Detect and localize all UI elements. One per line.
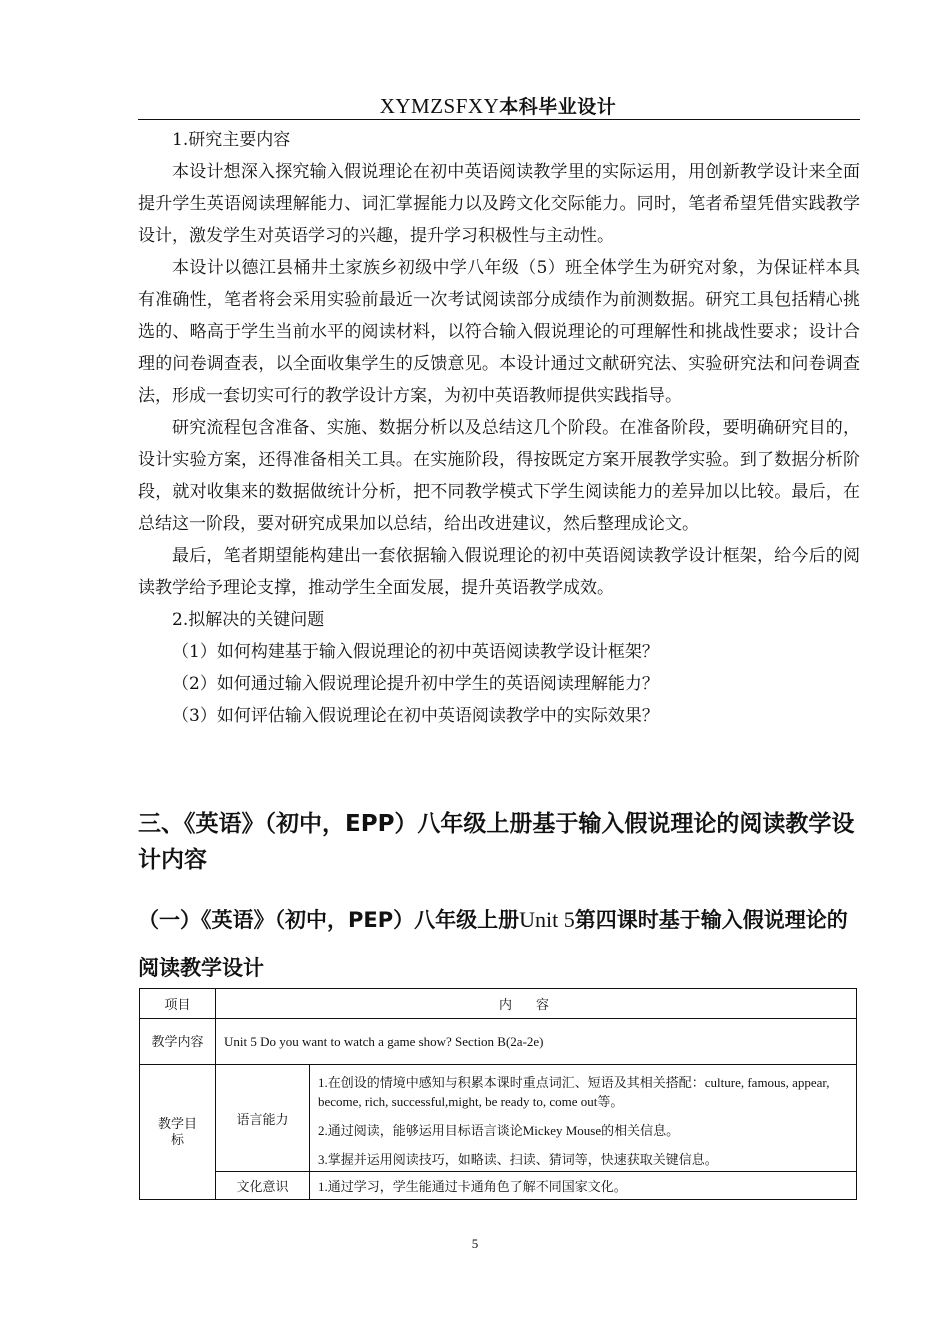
section2-heading: 2.拟解决的关键问题: [172, 610, 325, 630]
paragraph-3: 研究流程包含准备、实施、数据分析以及总结这几个阶段。在准备阶段，要明确研究目的，设计实验方案，还得准备相关工具。在实施阶段，得按既定方案开展教学实验。到了数据分析阶段，就对收集来的数据做统计分析，把不同教学模式下学生阅读能力的差异加以比较。最后，在总结这一阶段，要对研究成果加以总结，给出改进建议，然后整理成论文。: [138, 418, 860, 534]
chapter-heading: 三、《英语》（初中，EPP）八年级上册基于输入假说理论的阅读教学设计内容: [138, 811, 855, 873]
col-content-text: 内容: [498, 997, 573, 1012]
subheading-prefix: （一）《英语》（初中，PEP）八年级上册: [138, 908, 520, 932]
header-title: 本科毕业设计: [499, 96, 617, 118]
ability-label: 语言能力: [216, 1065, 310, 1172]
culture-label: 文化意识: [216, 1172, 310, 1200]
ability-goals: [310, 1065, 857, 1172]
page-number: 5: [471, 1236, 479, 1251]
ability-goal-1: 1.在创设的情境中感知与积累本课时重点词汇、短语及其相关搭配：culture, famous, appear, become, rich, successful,might, be ready to, come out等。: [318, 1075, 830, 1109]
body-text: [138, 124, 860, 732]
header-rule: [138, 119, 860, 120]
ability-goal-2: 2.通过阅读，能够运用目标语言谈论Mickey Mouse的相关信息。: [318, 1123, 680, 1138]
question-1: （1）如何构建基于输入假说理论的初中英语阅读教学设计框架？: [172, 642, 659, 662]
row-label-content: 教学内容: [140, 1019, 216, 1065]
paragraph-2: 本设计以德江县桶井土家族乡初级中学八年级（5）班全体学生为研究对象，为保证样本具有准确性，笔者将会采用实验前最近一次考试阅读部分成绩作为前测数据。研究工具包括精心挑选的、略高于学生当前水平的阅读材料，以符合输入假说理论的可理解性和挑战性要求；设计合理的问卷调查表，以全面收集学生的反馈意见。本设计通过文献研究法、实验研究法和问卷调查法，形成一套切实可行的教学设计方案，为初中英语教师提供实践指导。: [138, 258, 860, 406]
header-code: XYMZSFXY: [379, 94, 500, 118]
table-header-row: [140, 989, 857, 1019]
table-row: [140, 1065, 857, 1172]
paragraph-4: 最后，笔者期望能构建出一套依据输入假说理论的初中英语阅读教学设计框架，给今后的阅读教学给予理论支撑，推动学生全面发展，提升英语教学成效。: [138, 546, 860, 598]
culture-goal: 1.通过学习，学生能通过卡通角色了解不同国家文化。: [310, 1172, 857, 1200]
row-value-content: Unit 5 Do you want to watch a game show? Section B(2a-2e): [216, 1019, 857, 1065]
question-3: （3）如何评估输入假说理论在初中英语阅读教学中的实际效果？: [172, 706, 659, 726]
col-item-header: 项目: [140, 989, 216, 1019]
question-2: （2）如何通过输入假说理论提升初中学生的英语阅读理解能力？: [172, 674, 659, 694]
subheading-suffix: 第四课时基于输入假说理论的阅读教学设计: [138, 908, 848, 980]
paragraph-1: 本设计想深入探究输入假说理论在初中英语阅读教学里的实际运用，用创新教学设计来全面提升学生英语阅读理解能力、词汇掌握能力以及跨文化交际能力。同时，笔者希望凭借实践教学设计，激发学生对英语学习的兴趣，提升学习积极性与主动性。: [138, 162, 860, 246]
ability-goal-3: 3.掌握并运用阅读技巧，如略读、扫读、猜词等，快速获取关键信息。: [318, 1152, 718, 1167]
section1-heading: 1.研究主要内容: [172, 130, 291, 150]
lesson-plan-table: [139, 988, 857, 1200]
table-row: [140, 1019, 857, 1065]
page-header: [138, 92, 858, 119]
row-label-goals: 教学目标: [140, 1065, 216, 1200]
subheading-unit: Unit 5: [519, 907, 575, 932]
col-content-header: [216, 989, 857, 1019]
section-subheading: [138, 896, 860, 992]
table-row: [140, 1172, 857, 1200]
